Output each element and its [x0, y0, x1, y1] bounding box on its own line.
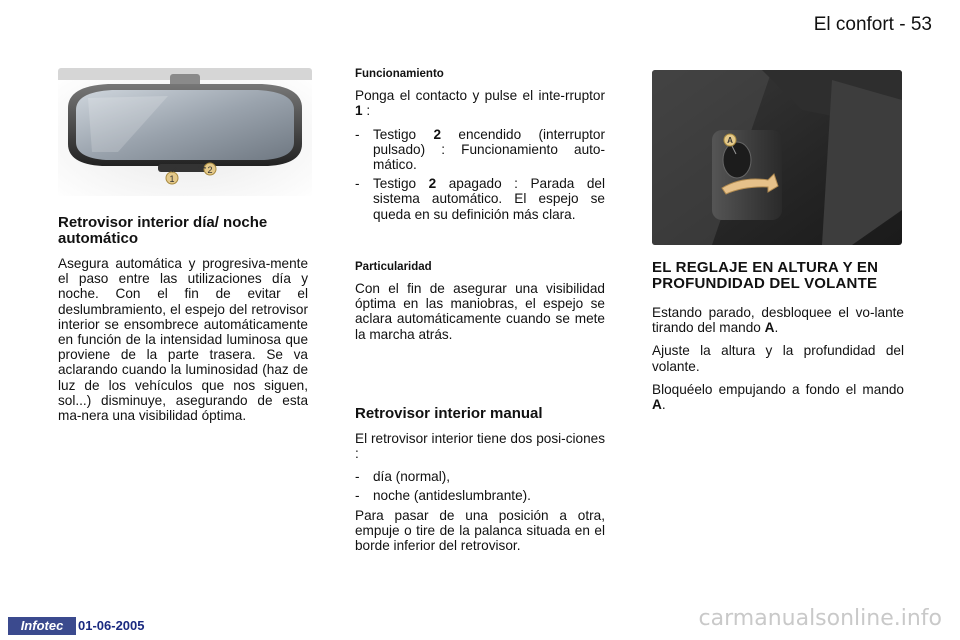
auto-mirror-title: Retrovisor interior día/ noche automático — [58, 214, 268, 247]
steering-p3-text: Bloquéelo empujando a fondo el mando — [652, 381, 904, 397]
callout-2: 2 — [207, 165, 213, 175]
control-letter: A — [764, 320, 775, 336]
list-dash: - — [355, 126, 360, 142]
column-right — [652, 260, 904, 420]
auto-mirror-body: Asegura automática y progresiva-mente el paso entre las utilizaciones día y noche. Con el fin de evitar el deslumbramiento, el espejo del retrovisor interior se ensombrece automáticamente en función de la intensidad luminosa que proviene de la parte trasera. Se va aclarando cuando la luminosidad (haz de luz de los vehículos que nos siguen, sol...) disminuye, asegurando de esta ma-nera una visibilidad óptima. — [58, 256, 308, 424]
steering-p1 — [652, 305, 904, 335]
list-dash: - — [355, 488, 360, 504]
list-text-post: apagado : Parada del sistema automático. El espejo se queda en su definición más clara. — [373, 176, 605, 222]
particularity-title: Particularidad — [355, 260, 432, 273]
callout-a: A — [727, 136, 733, 145]
steering-illustration — [652, 70, 902, 245]
steering-p1-end: . — [774, 320, 779, 336]
particularity-body: Con el fin de asegurar una visibilidad óptima en las maniobras, el espejo se aclara automáticamente cuando se mete la marcha atrás. — [355, 281, 605, 342]
steering-lever-figure — [652, 70, 902, 245]
indicator-number: 2 — [433, 126, 442, 142]
manual-mirror-intro: El retrovisor interior tiene dos posi-ciones : — [355, 430, 605, 462]
list-text: noche (antideslumbrante). — [373, 488, 531, 504]
column-middle — [355, 67, 605, 561]
list-text-pre: Testigo — [373, 126, 434, 142]
steering-p2: Ajuste la altura y la profundidad del volante. — [652, 343, 904, 374]
list-item — [355, 469, 605, 484]
list-text-post: encendido (interruptor pulsado) : Funcionamiento auto-mático. — [373, 126, 605, 173]
column-left — [58, 215, 308, 431]
list-item — [355, 127, 605, 173]
infotec-logo: Infotec — [8, 617, 76, 635]
indicator-number: 2 — [428, 176, 437, 192]
list-dash: - — [355, 469, 360, 485]
page-header — [814, 14, 932, 36]
mirror-illustration — [58, 68, 312, 196]
control-letter: A — [652, 397, 662, 413]
steering-p3 — [652, 382, 904, 412]
functioning-intro — [355, 88, 605, 118]
steering-title: EL REGLAJE EN ALTURA Y EN PROFUNDIDAD DEL VOLANTE — [652, 259, 879, 292]
list-text: día (normal), — [373, 469, 451, 485]
callout-1: 1 — [169, 174, 175, 184]
manual-mirror-title: Retrovisor interior manual — [355, 404, 543, 422]
manual-mirror-body: Para pasar de una posición a otra, empuje o tire de la palanca situada en el borde inferior del retrovisor. — [355, 507, 605, 554]
list-text — [373, 176, 605, 222]
watermark: carmanualsonline.info — [698, 606, 942, 631]
functioning-intro-text: Ponga el contacto y pulse el inte-rruptor — [355, 88, 605, 104]
functioning-intro-end: : — [362, 103, 371, 119]
functioning-title: Funcionamiento — [355, 68, 444, 80]
section-title: El confort - — [813, 14, 906, 35]
mirror-figure — [58, 68, 312, 196]
switch-number: 1 — [355, 103, 363, 119]
list-item — [355, 488, 605, 503]
steering-p3-end: . — [661, 397, 666, 413]
page-number: 53 — [910, 14, 932, 35]
steering-p1-text: Estando parado, desbloquee el vo-lante tirando del mando — [652, 305, 904, 336]
list-dash: - — [355, 176, 360, 192]
edition-date: 01-06-2005 — [78, 618, 145, 633]
list-item — [355, 176, 605, 222]
list-text — [373, 127, 605, 173]
list-text-pre: Testigo — [373, 176, 429, 192]
